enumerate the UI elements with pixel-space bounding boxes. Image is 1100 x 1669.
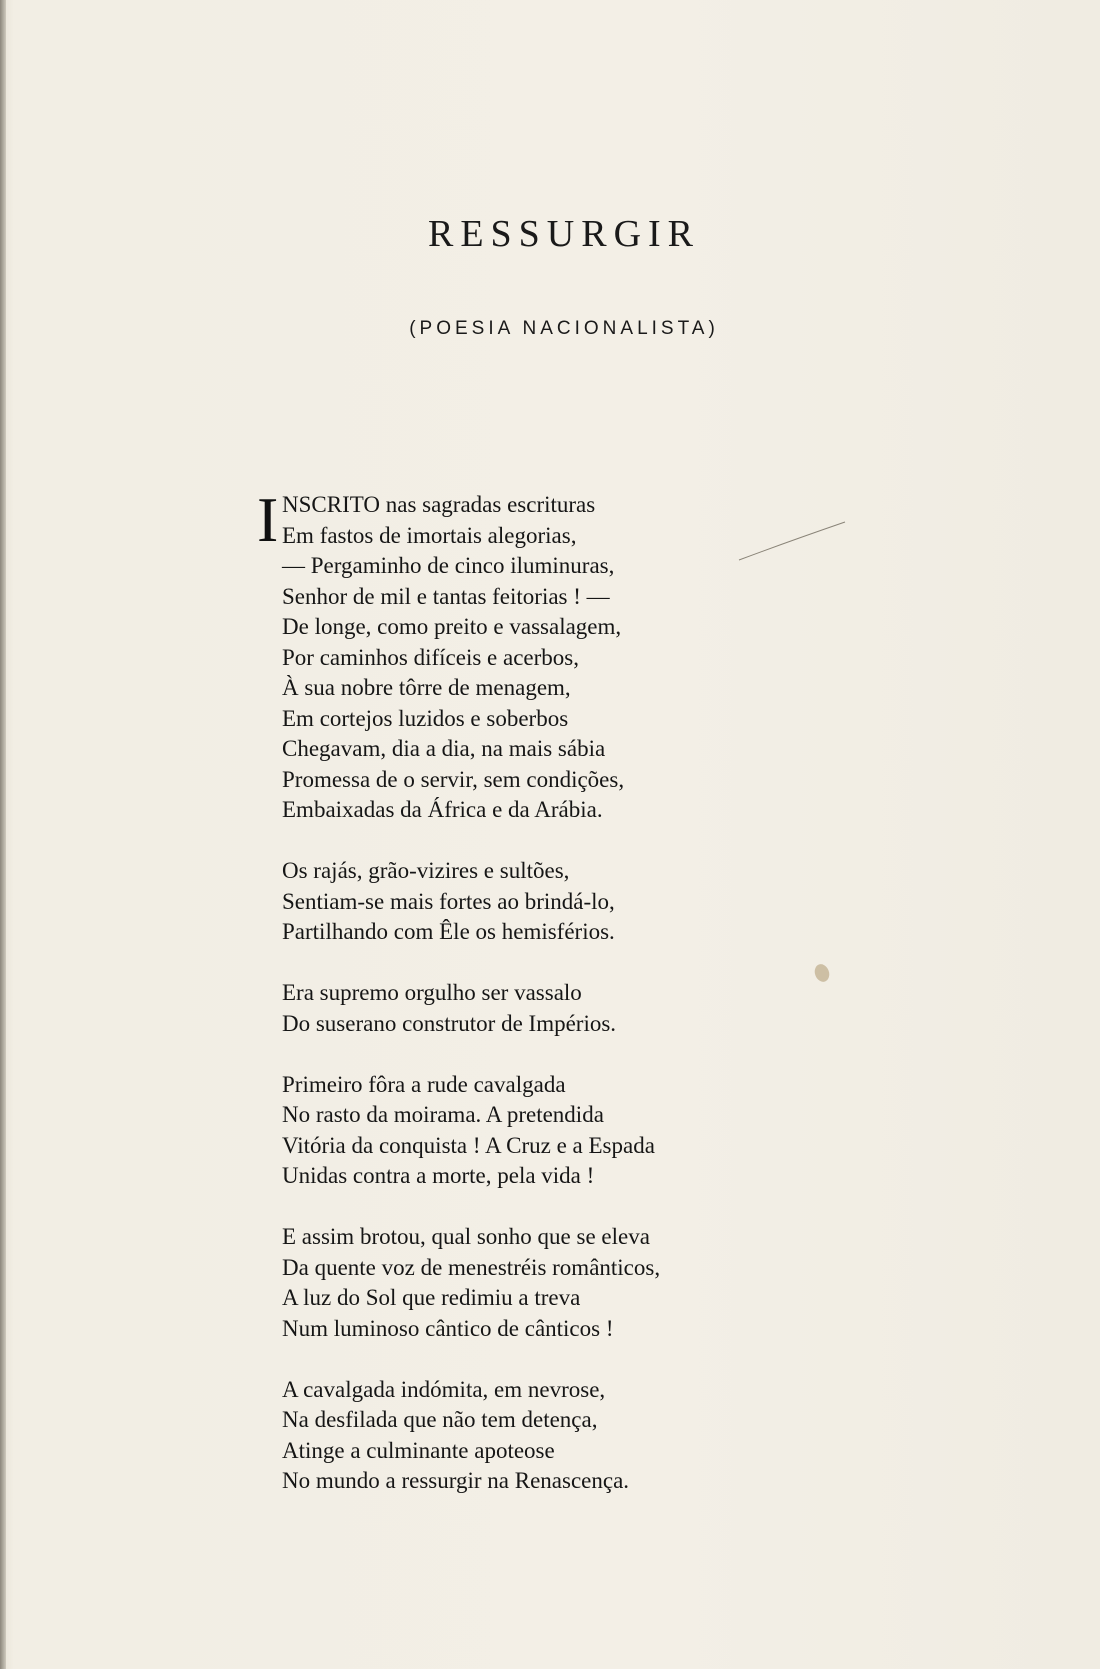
poem-line: E assim brotou, qual sonho que se eleva [282,1224,650,1249]
poem-line: Embaixadas da África e da Arábia. [282,797,603,822]
poem-line: À sua nobre tôrre de menagem, [282,675,571,700]
poem-subtitle: (POESIA NACIONALISTA) [409,318,719,339]
poem-line: Chegavam, dia a dia, na mais sábia [282,736,606,761]
stanza-2 [282,856,802,948]
stanza-1 [282,490,802,826]
poem-line: Por caminhos difíceis e acerbos, [282,644,579,670]
poem-line: A luz do Sol que redimiu a treva [282,1285,581,1310]
drop-cap: I [257,484,279,555]
poem-line: Da quente voz de menestréis românticos, [282,1254,661,1280]
poem-line: De longe, como preito e vassalagem, [282,614,622,639]
poem-line: Em fastos de imortais alegorias, [282,522,577,548]
stanza-5 [282,1222,802,1344]
poem-line: — Pergaminho de cinco iluminuras, [282,553,615,578]
poem-line: Senhor de mil e tantas feitorias ! — [282,583,610,609]
poem-line: No mundo a ressurgir na Renascença. [282,1468,630,1493]
poem-line: Em cortejos luzidos e soberbos [282,705,569,731]
poem-line-first: NSCRITO nas sagradas escrituras [282,492,596,517]
poem-line: Promessa de o servir, sem condições, [282,766,625,792]
stanza-4 [282,1070,802,1192]
stanza-6 [282,1375,802,1497]
poem-line: Os rajás, grão-vizires e sultões, [282,858,570,883]
poem-line: Atinge a culminante apoteose [282,1437,555,1463]
poem-line: Sentiam-se mais fortes ao brindá-lo, [282,888,615,914]
paper-stain [812,962,831,984]
poem-body [257,484,802,1527]
stanza-3 [282,978,802,1039]
poem-line: Vitória da conquista ! A Cruz e a Espada [282,1132,655,1158]
poem-line: Num luminoso cântico de cânticos ! [282,1315,614,1341]
poem-line: Unidas contra a morte, pela vida ! [282,1163,595,1188]
poem-line: Partilhando com Êle os hemisférios. [282,919,615,944]
poem-line: Na desfilada que não tem detença, [282,1407,598,1432]
poem-line: Do suserano construtor de Impérios. [282,1010,617,1036]
poem-line: A cavalgada indómita, em nevrose, [282,1376,606,1402]
poem-title: RESSURGIR [427,213,701,255]
poem-line: No rasto da moirama. A pretendida [282,1102,604,1127]
poem-line: Primeiro fôra a rude cavalgada [282,1071,566,1097]
poem-line: Era supremo orgulho ser vassalo [282,980,582,1005]
